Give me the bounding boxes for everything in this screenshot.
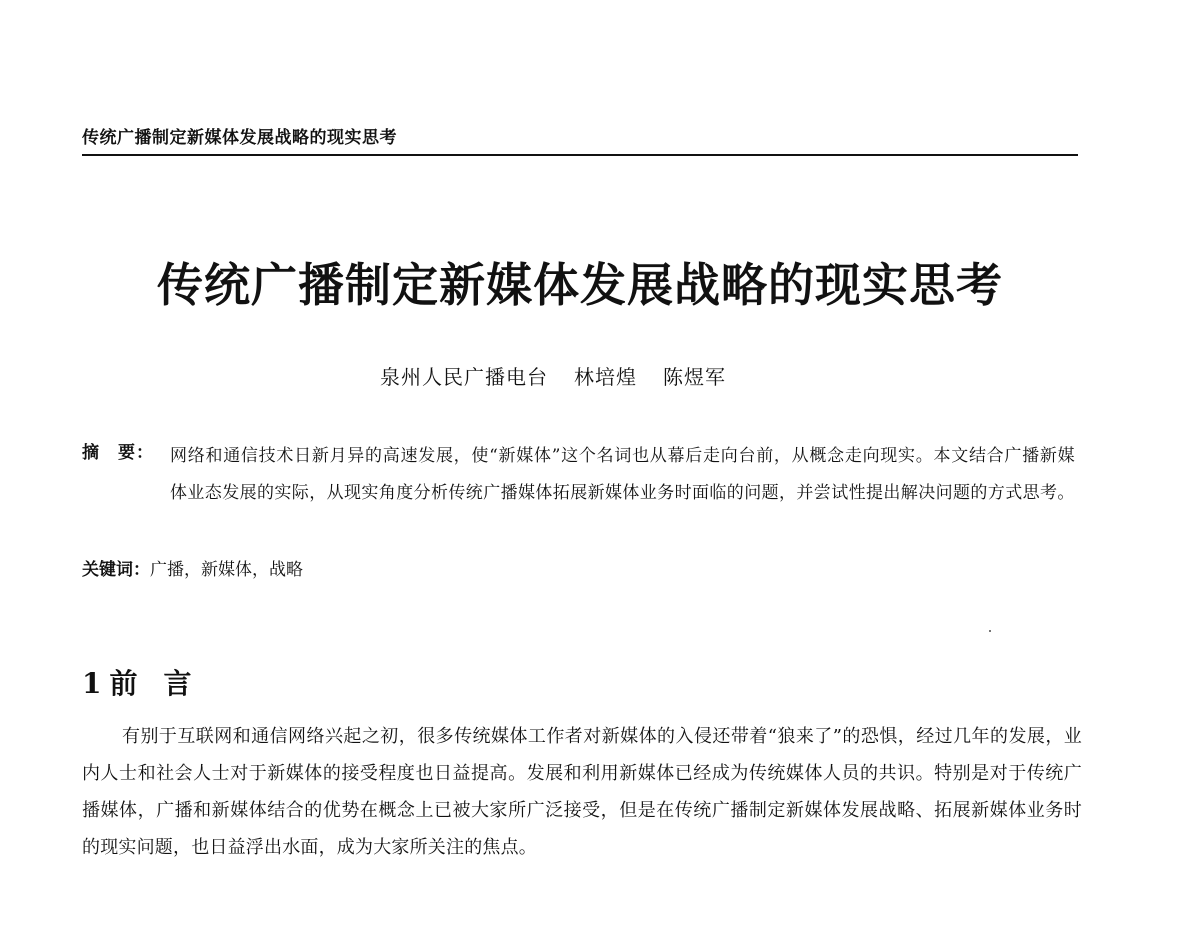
keywords	[82, 555, 303, 585]
author-line	[380, 362, 726, 392]
scan-artifact-dot	[989, 630, 991, 632]
running-header-title: 传统广播制定新媒体发展战略的现实思考	[82, 128, 397, 148]
section-heading	[82, 664, 218, 704]
abstract-label: 摘 要：	[82, 443, 154, 463]
section-title: 前言	[109, 667, 218, 700]
author-name: 林培煌	[574, 365, 637, 389]
paper-title: 传统广播制定新媒体发展战略的现实思考	[157, 258, 1003, 312]
author-affiliation: 泉州人民广播电台	[380, 365, 548, 389]
section-number: 1	[82, 667, 102, 700]
author-name: 陈煜军	[663, 365, 726, 389]
keywords-label: 关键词：	[82, 560, 150, 580]
abstract-text: 网络和通信技术日新月异的高速发展，使“新媒体”这个名词也从幕后走向台前，从概念走向现实。本文结合广播新媒体业态发展的实际，从现实角度分析传统广播媒体拓展新媒体业务时面临的问题，并尝试性提出解决问题的方式思考。	[170, 446, 1075, 503]
keywords-text: 广播，新媒体，战略	[150, 560, 303, 580]
body-paragraph: 有别于互联网和通信网络兴起之初，很多传统媒体工作者对新媒体的入侵还带着“狼来了”的恐惧，经过几年的发展，业内人士和社会人士对于新媒体的接受程度也日益提高。发展和利用新媒体已经成为传统媒体人员的共识。特别是对于传统广播媒体，广播和新媒体结合的优势在概念上已被大家所广泛接受，但是在传统广播制定新媒体发展战略、拓展新媒体业务时的现实问题，也日益浮出水面，成为大家所关注的焦点。	[82, 726, 1082, 858]
running-header	[82, 126, 1078, 156]
